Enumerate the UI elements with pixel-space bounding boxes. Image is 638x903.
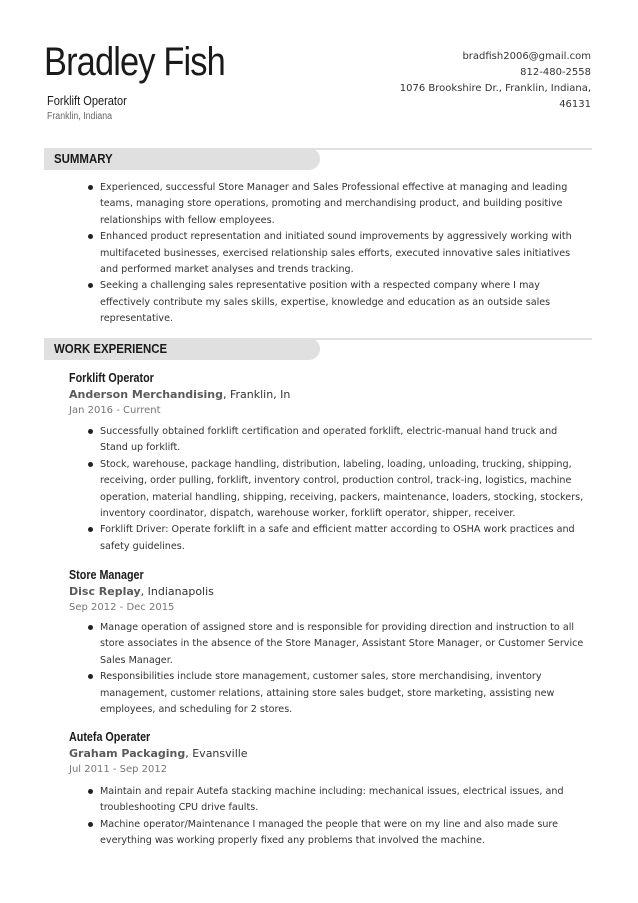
contact-block: [381, 49, 591, 113]
job-dates: Jul 2011 - Sep 2012: [69, 764, 168, 775]
job-place: , Franklin, In: [222, 388, 291, 401]
job-place: , Evansville: [185, 747, 248, 760]
job-duty: Successfully obtained forklift certification and operated forklift, electric-manual hand truck and Stand up forklift.: [100, 424, 588, 457]
job-place: , Indianapolis: [140, 585, 214, 598]
summary-item: Seeking a challenging sales representative position with a respected company where I may effectively contribute my sales skills, expertise, knowledge and education as an outside sales representative.: [100, 278, 588, 327]
job-dates: Jan 2016 - Current: [69, 405, 161, 416]
candidate-name: Bradley Fish: [44, 40, 225, 84]
summary-heading: SUMMARY: [54, 151, 113, 166]
job-duty: Stock, warehouse, package handling, distribution, labeling, loading, unloading, trucking, shipping, receiving, order pulling, forklift, inventory control, production control, track-ing, logistics, machine operation, material handling, shipping, receiving, packers, maintenance, loaders, stocking, stockers, inventory coordinator, dispatch, warehouse worker, forklift operator, shipper, receiver.: [100, 457, 588, 523]
contact-email[interactable]: bradfish2006@gmail.com: [462, 51, 591, 62]
candidate-location: Franklin, Indiana: [47, 111, 113, 122]
work-section-header: [44, 338, 592, 360]
job-duty: Maintain and repair Autefa stacking machine including: mechanical issues, electrical issues, and troubleshooting CPU drive faults.: [100, 784, 588, 817]
job-company: Anderson Merchandising: [69, 388, 223, 401]
work-heading: WORK EXPERIENCE: [54, 341, 168, 356]
job-duties-list: [100, 424, 588, 555]
job-role: Autefa Operater: [69, 730, 151, 744]
job-company-line: [69, 388, 589, 405]
job-company-line: [69, 585, 589, 602]
job-duties-list: [100, 620, 588, 718]
job-duty: Responsibilities include store management, customer sales, store merchandising, inventory management, customer relations, attaining store sales budget, store marketing, assisting new employees, and scheduling for 2 stores.: [100, 669, 588, 718]
contact-address-line1: 1076 Brookshire Dr., Franklin, Indiana,: [399, 83, 591, 94]
job-duty: Forklift Driver: Operate forklift in a safe and efficient matter according to OSHA work practices and safety guidelines.: [100, 522, 588, 555]
summary-item: Experienced, successful Store Manager and Sales Professional effective at managing and leading teams, managing store operations, promoting and merchandising product, and building positive relationships with fellow employees.: [100, 180, 588, 229]
job-entry: [69, 371, 589, 421]
job-role: Forklift Operator: [69, 371, 154, 385]
job-duty: Manage operation of assigned store and is responsible for providing direction and instruction to all store associates in the absence of the Store Manager, Assistant Store Manager, or Customer Service Sales Manager.: [100, 620, 588, 669]
contact-address-line2: 46131: [559, 99, 591, 110]
job-duties-list: [100, 784, 588, 850]
job-entry: [69, 730, 589, 780]
job-dates: Sep 2012 - Dec 2015: [69, 602, 175, 613]
summary-list: [100, 180, 588, 328]
job-company: Graham Packaging: [69, 747, 186, 760]
summary-section-header: [44, 148, 592, 170]
job-entry: [69, 568, 589, 618]
job-role: Store Manager: [69, 568, 144, 582]
contact-phone[interactable]: 812-480-2558: [520, 67, 591, 78]
job-company-line: [69, 747, 589, 764]
candidate-title: Forklift Operator: [47, 93, 127, 108]
job-company: Disc Replay: [69, 585, 141, 598]
job-duty: Machine operator/Maintenance I managed the people that were on my line and also made sure everything was working properly fixed any problems that involved the machine.: [100, 817, 588, 850]
summary-item: Enhanced product representation and initiated sound improvements by aggressively working with multifaceted businesses, exercised relationship sales efforts, executed innovative sales initiatives and performed market analyses and trends tracking.: [100, 229, 588, 278]
